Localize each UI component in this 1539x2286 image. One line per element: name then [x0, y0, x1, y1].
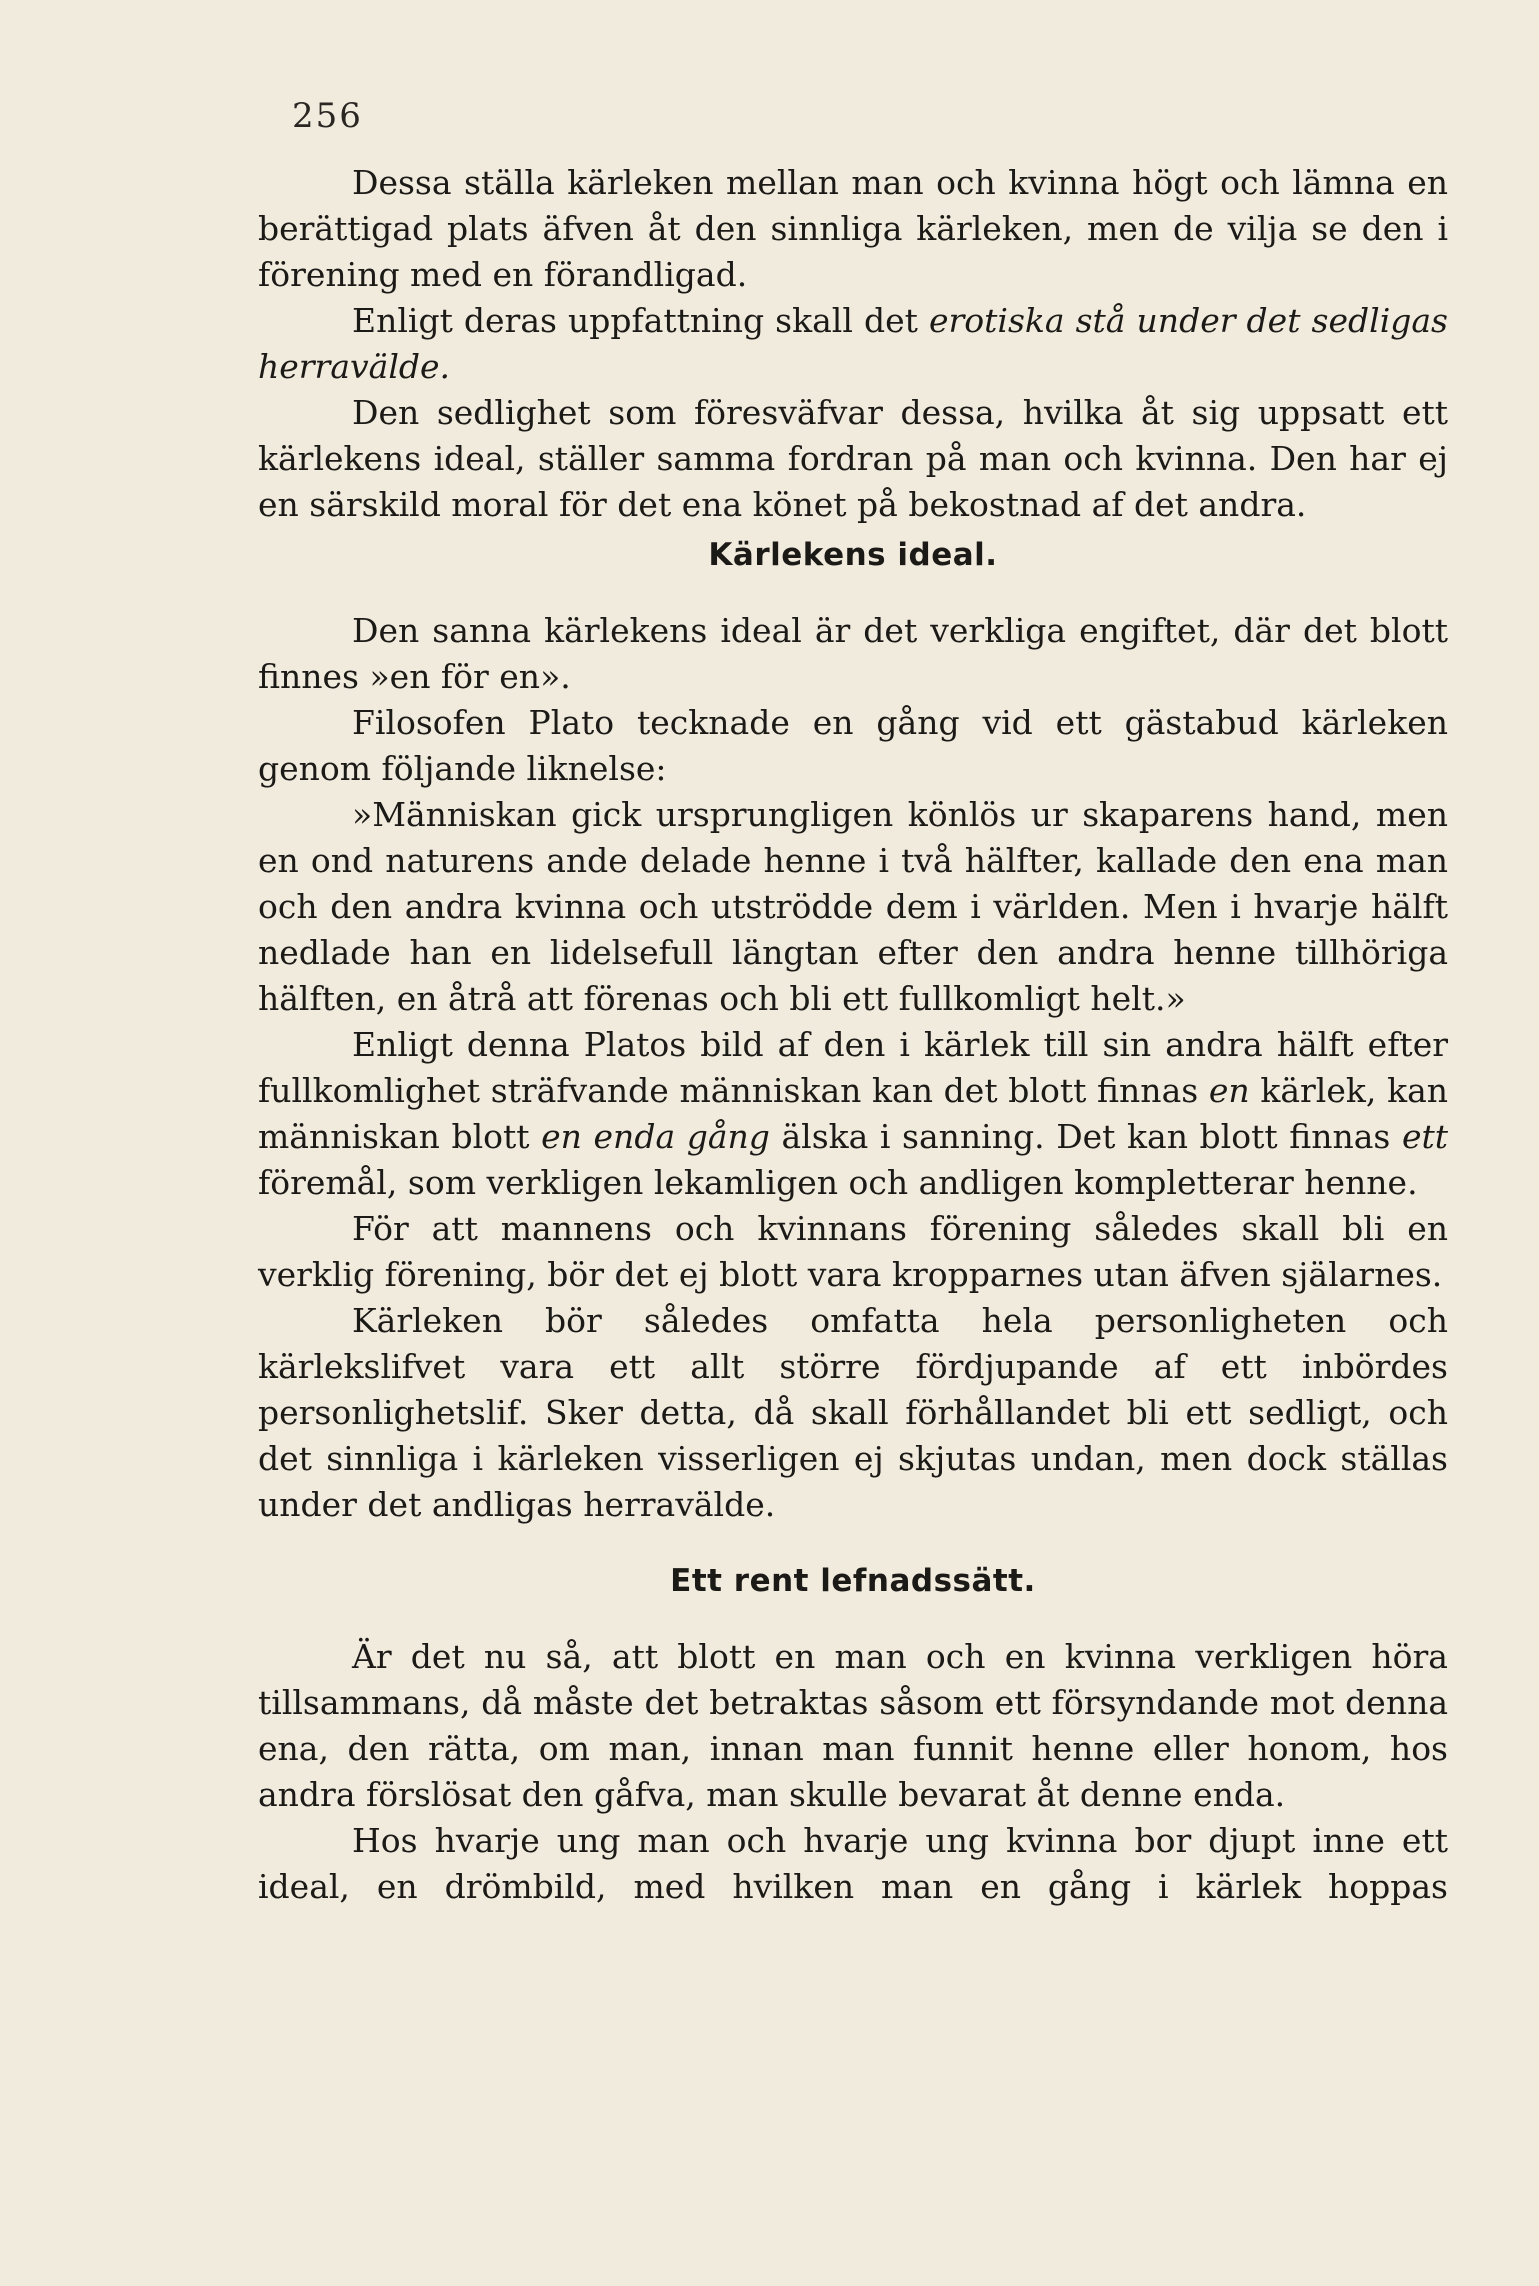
text-run: kärlek, kan människan blott [258, 1071, 1448, 1156]
text-run: älska i sanning. Det kan blott finnas [769, 1117, 1402, 1156]
italic-text: ett [1401, 1117, 1448, 1156]
section-ett-rent-lefnadssatt [258, 1634, 1448, 1910]
section-karlekens-ideal [258, 608, 1448, 1528]
text-run: Enligt deras uppfattning skall det [352, 301, 929, 340]
paragraph: Den sanna kärlekens ideal är det verkliga engiftet, där det blott finnes »en för en». [258, 611, 1448, 696]
section-heading-karlekens-ideal: Kärlekens ideal. [708, 537, 998, 573]
paragraph: Är det nu så, att blott en man och en kvinna verkligen höra tillsammans, då måste det betraktas såsom ett försyndande mot denna ena, den rätta, om man, innan man funnit henne eller honom, hos andra förslösat den gåfva, man skulle bevarat åt denne enda. [258, 1637, 1448, 1814]
text-run: föremål, som verkligen lekamligen och andligen kompletterar henne. [258, 1163, 1418, 1202]
paragraph: Den sedlighet som föresväfvar dessa, hvilka åt sig uppsatt ett kärlekens ideal, ställer samma fordran på man och kvinna. Den har ej en särskild moral för det ena könet på bekostnad af det andra. [258, 393, 1448, 524]
text-run: Enligt denna Platos bild af den i kärlek till sin andra hälft efter fullkomlighet sträfvande människan kan det blott finnas [258, 1025, 1448, 1110]
italic-text: en [1208, 1071, 1250, 1110]
italic-text: erotiska stå under det sedligas herravälde. [258, 301, 1448, 386]
paragraph: Filosofen Plato tecknade en gång vid ett gästabud kärleken genom följande liknelse: [258, 703, 1448, 788]
paragraph: För att mannens och kvinnans förening således skall bli en verklig förening, bör det ej blott vara kropparnes utan äfven själarnes. [258, 1209, 1448, 1294]
paragraph: Kärleken bör således omfatta hela personligheten och kärlekslifvet vara ett allt större fördjupande af ett inbördes personlighetslif. Sker detta, då skall förhållandet bli ett sedligt, och det sinnliga i kärleken visserligen ej skjutas undan, men dock ställas under det andligas herravälde. [258, 1301, 1448, 1524]
paragraph: Dessa ställa kärleken mellan man och kvinna högt och lämna en berättigad plats äfven åt den sinnliga kärleken, men de vilja se den i förening med en förandligad. [258, 163, 1448, 294]
section-heading-ett-rent-lefnadssatt: Ett rent lefnadssätt. [670, 1563, 1036, 1599]
paragraph: »Människan gick ursprungligen könlös ur skaparens hand, men en ond naturens ande delade henne i två hälfter, kallade den ena man och den andra kvinna och utströdde dem i världen. Men i hvarje hälft nedlade han en lidelsefull längtan efter den andra henne tillhöriga hälften, en åtrå att förenas och bli ett fullkomligt helt.» [258, 795, 1448, 1018]
section-intro [258, 160, 1448, 528]
paragraph [258, 298, 1448, 390]
paragraph [258, 1022, 1448, 1206]
italic-text: en enda gång [541, 1117, 770, 1156]
page-body [258, 160, 1448, 1910]
paragraph: Hos hvarje ung man och hvarje ung kvinna bor djupt inne ett ideal, en drömbild, med hvilken man en gång i kärlek hoppas [258, 1821, 1448, 1906]
page-number: 256 [292, 96, 363, 136]
